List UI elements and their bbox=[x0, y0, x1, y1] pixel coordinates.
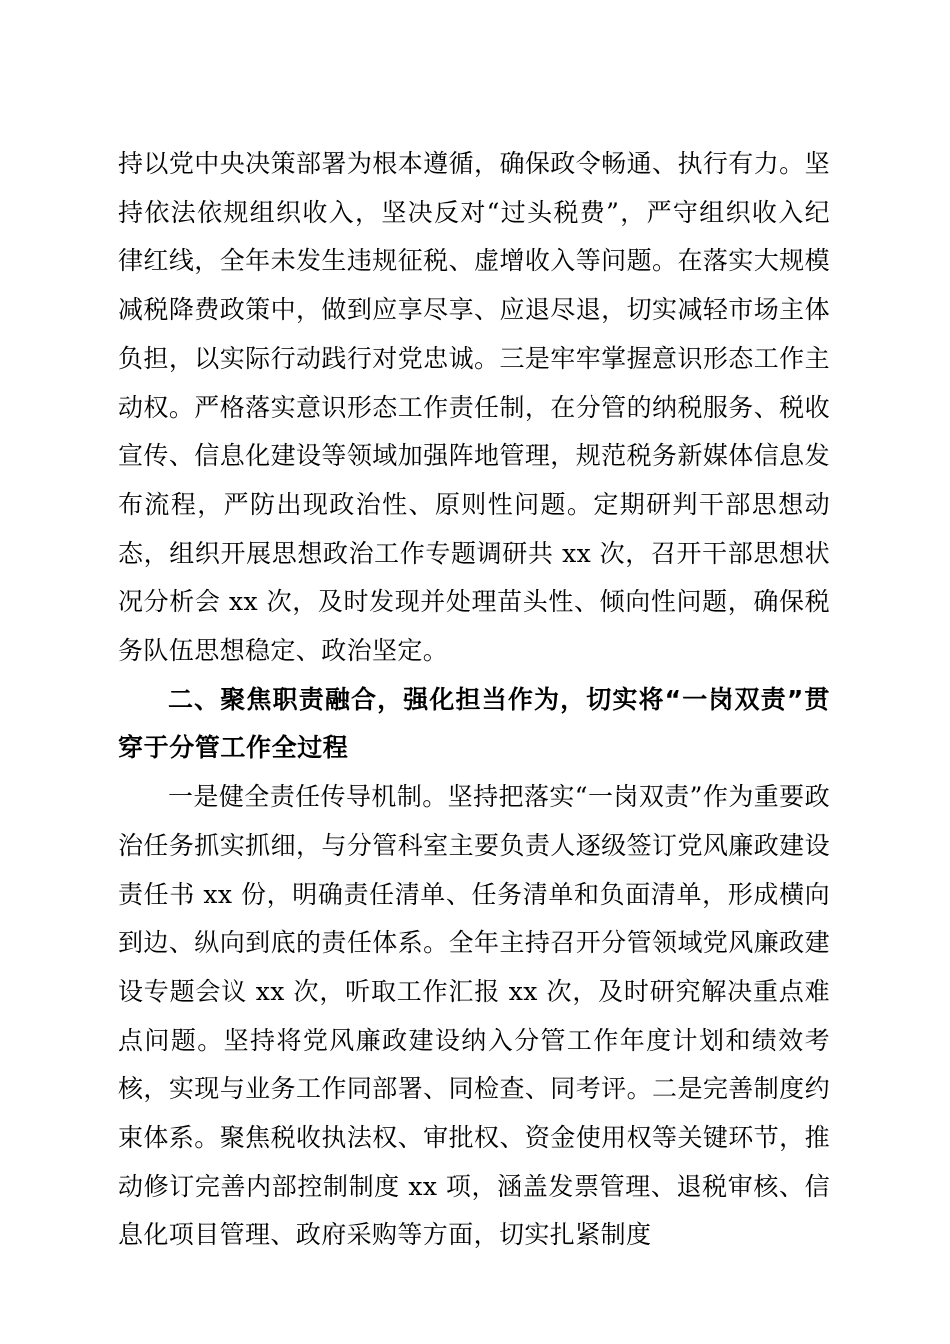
body-paragraph-continued: 持以党中央决策部署为根本遵循，确保政令畅通、执行有力。坚持依法依规组织收入，坚决反对“过头税费”，严守组织收入纪律红线，全年未发生违规征税、虚增收入等问题。在落实大规模减税降费政策中，做到应享尽享、应退尽退，切实减轻市场主体负担，以实际行动践行对党忠诚。三是牢牢掌握意识形态工作主动权。严格落实意识形态工作责任制，在分管的纳税服务、税收宣传、信息化建设等领域加强阵地管理，规范税务新媒体信息发布流程，严防出现政治性、原则性问题。定期研判干部思想动态，组织开展思想政治工作专题调研共 xx 次，召开干部思想状况分析会 xx 次，及时发现并处理苗头性、倾向性问题，确保税务队伍思想稳定、政治坚定。 bbox=[118, 149, 830, 666]
body-paragraph: 一是健全责任传导机制。坚持把落实“一岗双责”作为重要政治任务抓实抓细，与分管科室主要负责人逐级签订党风廉政建设责任书 xx 份，明确责任清单、任务清单和负面清单，形成横向到边、纵向到底的责任体系。全年主持召开分管领域党风廉政建设专题会议 xx 次，听取工作汇报 xx 次，及时研究解决重点难点问题。坚持将党风廉政建设纳入分管工作年度计划和绩效考核，实现与业务工作同部署、同检查、同考评。二是完善制度约束体系。聚焦税收执法权、审批权、资金使用权等关键环节，推动修订完善内部控制制度 xx 项，涵盖发票管理、退税审核、信息化项目管理、政府采购等方面，切实扎紧制度 bbox=[118, 782, 830, 1250]
section-heading: 二、聚焦职责融合，强化担当作为，切实将“一岗双责”贯穿于分管工作全过程 bbox=[118, 684, 830, 763]
document-body bbox=[118, 140, 830, 1260]
